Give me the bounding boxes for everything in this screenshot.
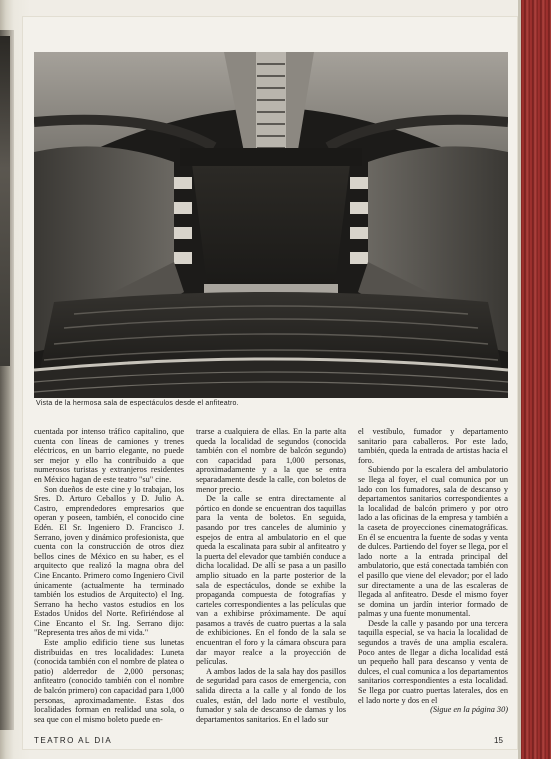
article-columns <box>34 427 510 727</box>
column-1 <box>34 427 184 727</box>
paragraph: A ambos lados de la sala hay dos pasillos de seguridad para casos de emergencia, con salida directa a la calle y al fondo de los cuales, están, del lado norte el vestíbulo, fumador y sala de descanso de damas y los departamentos sanitarios. En el lado sur <box>196 666 346 724</box>
paragraph: De la calle se entra directamente al pórtico en donde se encuentran dos taquillas para la venta de boletos. En seguida, pasando por tres canceles de aluminio y espejos de entra al ambulatorio en el que queda la escalinata para subir al anfiteatro y la puerta del elevador que también conduce a dicha localidad. De allí se pasa a un pasillo amplio situado en la parte posterior de la sala de espectáculos, donde se exhibe la propaganda compuesta de fotografías y carteles correspondientes a las películas que van a exhibirse próximamente. De aquí pasamos a través de cuatro puertas a la sala de exhibiciones. En el fondo de la sala se encuentran el foro y la cámara obscura para dar mayor realce a la proyección de películas. <box>196 494 346 667</box>
book-binding <box>521 0 551 759</box>
section-title: TEATRO AL DIA <box>34 736 113 745</box>
paragraph: el vestíbulo, fumador y departamento sanitario para caballeros. Por este lado, también, queda la entrada de artistas hacia el foro. <box>358 427 508 465</box>
column-3 <box>358 427 508 727</box>
paragraph: cuentada por intenso tráfico capitalino, que cuenta con líneas de camiones y trenes eléctricos, en un barrio elegante, no puede ser mejor y ello ha contribuido a que numerosos turistas y extranjeros residentes en México hagan de este teatro "su" cine. <box>34 427 184 484</box>
photo-caption: Vista de la hermosa sala de espectáculos desde el anfiteatro. <box>36 400 239 407</box>
paragraph: Subiendo por la escalera del ambulatorio se llega al foyer, el cual comunica por un lado con los fumadores, sala de descanso y departamentos sanitarios correspondientes a la localidad de balcón primero y por otro lado a las oficinas de la empresa y también a la caseta de proyecciones cinematográficas. En él se encuentra la fuente de sodas y venta de dulces. Partiendo del foyer se llega, por el lado norte a la entrada principal del ambulatorio, que está conectada también con el pasillo que viene del elevador; por el lado sur directamente a una de las escaleras de llegada al anfiteatro. Desde el mismo foyer se domina un jardín interior formado de palmas y una fuente monumental. <box>358 465 508 619</box>
page-number: 15 <box>494 736 503 745</box>
column-2 <box>196 427 346 727</box>
paragraph: Este amplio edificio tiene sus lunetas distribuidas en tres localidades: Luneta (conocida también con el nombre de platea o patio) alderredor de 2,000 personas; anfiteatro (conocido también con el nombre de balcón primero) con capacidad para 1,000 personas, aproximadamente. Estas dos localidades forman en realidad una sola, o sea que con el mismo boleto puede en- <box>34 638 184 724</box>
facing-page-photo-edge <box>0 36 10 366</box>
theater-photo <box>34 52 508 398</box>
paragraph: Son dueños de este cine y lo trabajan, los Sres. D. Arturo Ceballos y D. Julio A. Castro, emprendedores empresarios que operan y poseen, también, el conocido cine Edén. El Sr. Ingeniero D. Francisco J. Serrano, joven y dinámico profesionista, que cuenta con la construcción de otros diez bellos cines de México en su haber, es el arquitecto que realizó la magna obra del Cine Encanto. Primero como Ingeniero Civil únicamente (actualmente ha terminado también los estudios de Arquitecto) el Ing. Serrano ha hecho vastos estudios en los Estados Unidos del Norte. Refiriéndose al Cine Encanto el Sr. Ing. Serrano dijo: "Representa tres años de mi vida." <box>34 484 184 638</box>
paragraph: Desde la calle y pasando por una tercera taquilla especial, se va hacia la localidad de segundos a través de una amplia escalera. Poco antes de llegar a dicha localidad está un pequeño hall para descanso y venta de dulces, el cual comunica a los departamentos sanitarios correspondientes a esta localidad. Se llega por cuatro puertas laterales, dos en el lado norte y dos en el <box>358 618 508 705</box>
paragraph: trarse a cualquiera de ellas. En la parte alta queda la localidad de segundos (conocida también con el nombre de balcón segundo) con capacidad para 1,000 personas, aproximadamente y a la que se entra separadamente desde la calle, con boletos de menor precio. <box>196 427 346 494</box>
continued-note: (Sigue en la página 30) <box>430 705 508 715</box>
